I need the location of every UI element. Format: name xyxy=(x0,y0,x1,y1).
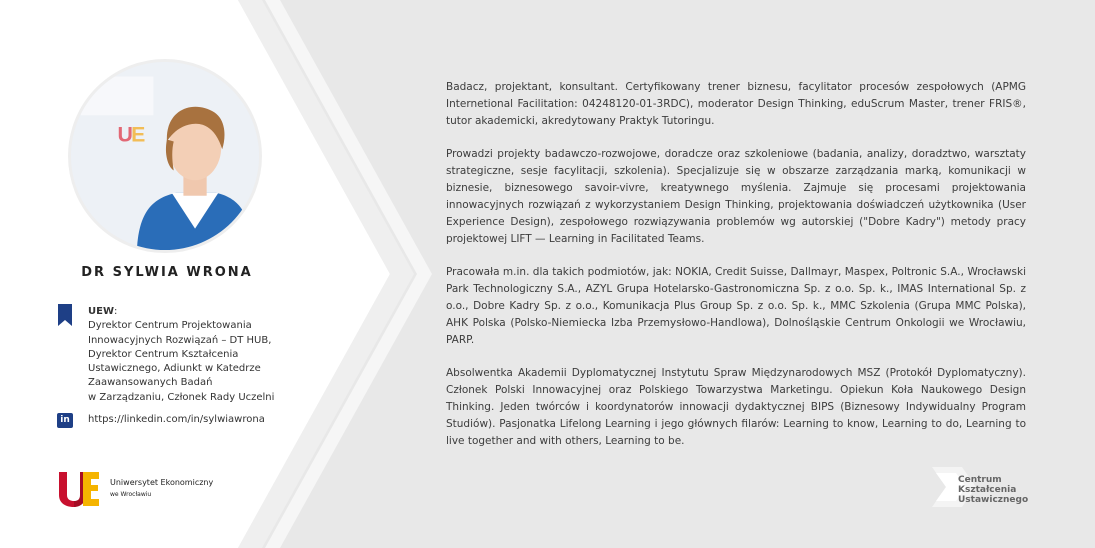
bio-paragraph: Absolwentka Akademii Dyplomatycznej Instytutu Spraw Międzynarodowych MSZ (Protokół Dyplomatyczny). Członek Polski Innowacyjnej oraz Polskiego Towarzystwa Marketingu. Opiekun Koła Naukowego Design Thinking. Jeden twórców i koordynatorów innowacji dydaktycznej BIPS (Biznesowy Indywidualny Program Studiów). Pasjonatka Lifelong Learning i jego głównych filarów: Learning to know, Learning to do, Learning to live together and with others, Learning to be. xyxy=(446,367,1026,447)
linkedin-link[interactable]: https://linkedin.com/in/sylwiawrona xyxy=(88,414,265,425)
profile-photo xyxy=(68,59,262,253)
biography xyxy=(446,79,1026,466)
person-name: DR SYLWIA WRONA xyxy=(81,265,253,280)
svg-text:E: E xyxy=(131,122,146,147)
uew-label: UEW xyxy=(88,306,114,317)
bio-paragraph: Prowadzi projekty badawczo-rozwojowe, doradcze oraz szkoleniowe (badania, analizy, doradztwo, warsztaty strategiczne, sesje facylitacji, szkolenia). Specjalizuje się w obszarze zarządzania marką, komunikacji w biznesie, biznesowego savoir-vivre, kreatywnego myślenia. Zajmuje się procesami projektowania innowacyjnych rozwiązań z wykorzystaniem Design Thinking, projektowania doświadczeń użytkownika (User Experience Design), zespołowego rozwiązywania problemów wg autorskiej ("Dobre Kadry") metody pracy projektowej LIFT — Learning in Facilitated Teams. xyxy=(446,148,1026,245)
university-logo-text xyxy=(110,477,213,501)
university-city: we Wrocławiu xyxy=(110,491,152,498)
cku-logo-text: Centrum Kształcenia Ustawicznego xyxy=(958,475,1029,505)
bio-paragraph: Badacz, projektant, konsultant. Certyfikowany trener biznesu, facylitator procesów zespołowych (APMG Internetional Facilitation: 04248120-01-3RDC), moderator Design Thinking, eduScrum Master, trener FRIS®, tutor akademicki, akredytowany Praktyk Tutoringu. xyxy=(446,81,1026,127)
bookmark-icon xyxy=(58,304,72,326)
university-name: Uniwersytet Ekonomiczny xyxy=(110,478,214,487)
uew-affiliation: UEW: Dyrektor Centrum Projektowania Innowacyjnych Rozwiązań – DT HUB, Dyrektor Centrum Kształcenia Ustawicznego, Adiunkt w Katedrze Zaawansowanych Badań w Zarządzaniu, Członek Rady Uczelni xyxy=(88,305,298,405)
uew-description: Dyrektor Centrum Projektowania Innowacyjnych Rozwiązań – DT HUB, Dyrektor Centrum Kształcenia Ustawicznego, Adiunkt w Katedrze Zaawansowanych Badań w Zarządzaniu, Członek Rady Uczelni xyxy=(88,320,275,403)
ue-logo-icon xyxy=(58,470,100,508)
svg-text:U: U xyxy=(117,122,133,147)
linkedin-icon: in xyxy=(57,413,73,428)
bio-paragraph: Pracowała m.in. dla takich podmiotów, jak: NOKIA, Credit Suisse, Dallmayr, Maspex, Poltronic S.A., Wrocławski Park Technologiczny S.A., AZYL Grupa Hotelarsko-Gastronomiczna Sp. z o.o. Sp. k., IMAS International Sp. z o.o., Dobre Kadry Sp. z o.o., Komunikacja Plus Group Sp. z o.o. Sp. k., MMC Szkolenia (Grupa MMC Polska), AHK Polska (Polsko-Niemiecka Izba Przemysłowo-Handlowa), Dolnośląskie Centrum Onkologii we Wrocławiu, PARP. xyxy=(446,266,1026,346)
